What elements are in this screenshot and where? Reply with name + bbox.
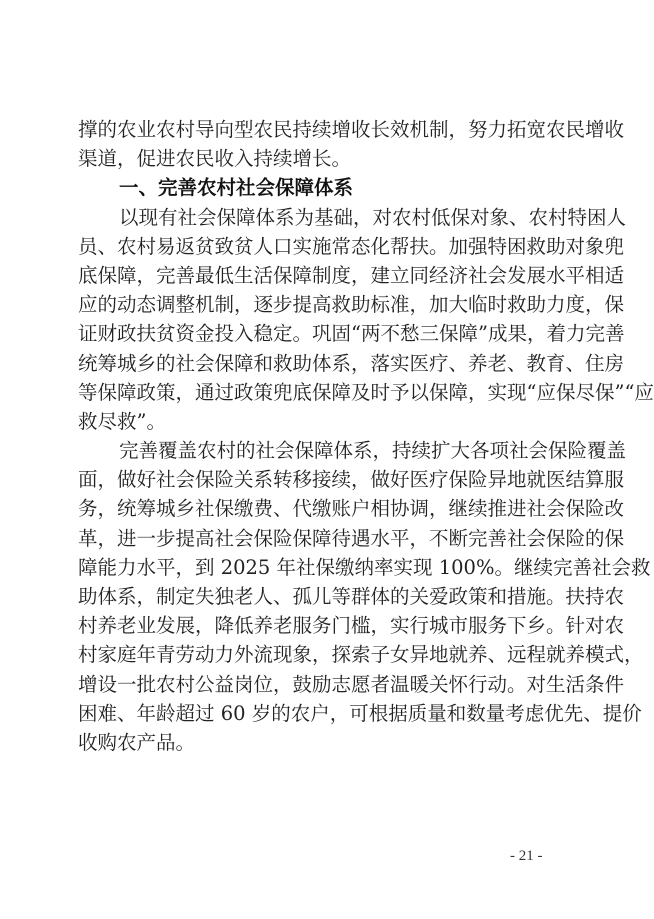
- paragraph-line: 证财政扶贫资金投入稳定。巩固“两不愁三保障”成果，着力完善: [78, 322, 625, 346]
- paragraph-line: 助体系，制定失独老人、孤儿等群体的关爱政策和措施。扶持农: [78, 585, 625, 608]
- paragraph-line: 增设一批农村公益岗位，鼓励志愿者温暖关怀行动。对生活条件: [78, 672, 625, 696]
- paragraph-line: 村家庭年青劳动力外流现象，探索子女异地就养、远程就养模式，: [78, 643, 644, 667]
- paragraph-line: 应的动态调整机制，逐步提高救助标准，加大临时救助力度，保: [78, 293, 625, 317]
- page-number: - 21 -: [510, 848, 543, 864]
- paragraph-line: 以现有社会保障体系为基础，对农村低保对象、农村特困人: [119, 205, 627, 229]
- paragraph-line: 收购农产品。: [78, 730, 196, 754]
- paragraph-line: 救尽救”。: [78, 409, 166, 433]
- section-heading: 一、完善农村社会保障体系: [119, 176, 354, 200]
- paragraph-line: 完善覆盖农村的社会保障体系，持续扩大各项社会保险覆盖: [119, 439, 627, 463]
- paragraph-line: 渠道，促进农民收入持续增长。: [78, 147, 352, 171]
- paragraph-line: 困难、年龄超过 60 岁的农户，可根据质量和数量考虑优先、提价: [78, 701, 642, 725]
- paragraph-line: 障能力水平，到 2025 年社保缴纳率实现 100%。继续完善社会救: [78, 555, 651, 579]
- paragraph-line: 面，做好社会保险关系转移接续，做好医疗保险异地就医结算服: [78, 468, 625, 492]
- paragraph-line: 务，统筹城乡社保缴费、代缴账户相协调，继续推进社会保险改: [78, 497, 625, 521]
- paragraph-line: 革，进一步提高社会保险保障待遇水平，不断完善社会保险的保: [78, 526, 625, 550]
- paragraph-line: 员、农村易返贫致贫人口实施常态化帮扶。加强特困救助对象兜: [78, 234, 625, 258]
- paragraph-line: 底保障，完善最低生活保障制度，建立同经济社会发展水平相适: [78, 263, 625, 287]
- paragraph-line: 统筹城乡的社会保障和救助体系，落实医疗、养老、教育、住房: [78, 351, 625, 375]
- paragraph-line: 撑的农业农村导向型农民持续增收长效机制，努力拓宽农民增收: [78, 118, 625, 141]
- paragraph-line: 等保障政策，通过政策兜底保障及时予以保障，实现“应保尽保”“应: [78, 380, 654, 404]
- document-body: [78, 115, 654, 757]
- paragraph-line: 村养老业发展，降低养老服务门槛，实行城市服务下乡。针对农: [78, 614, 625, 638]
